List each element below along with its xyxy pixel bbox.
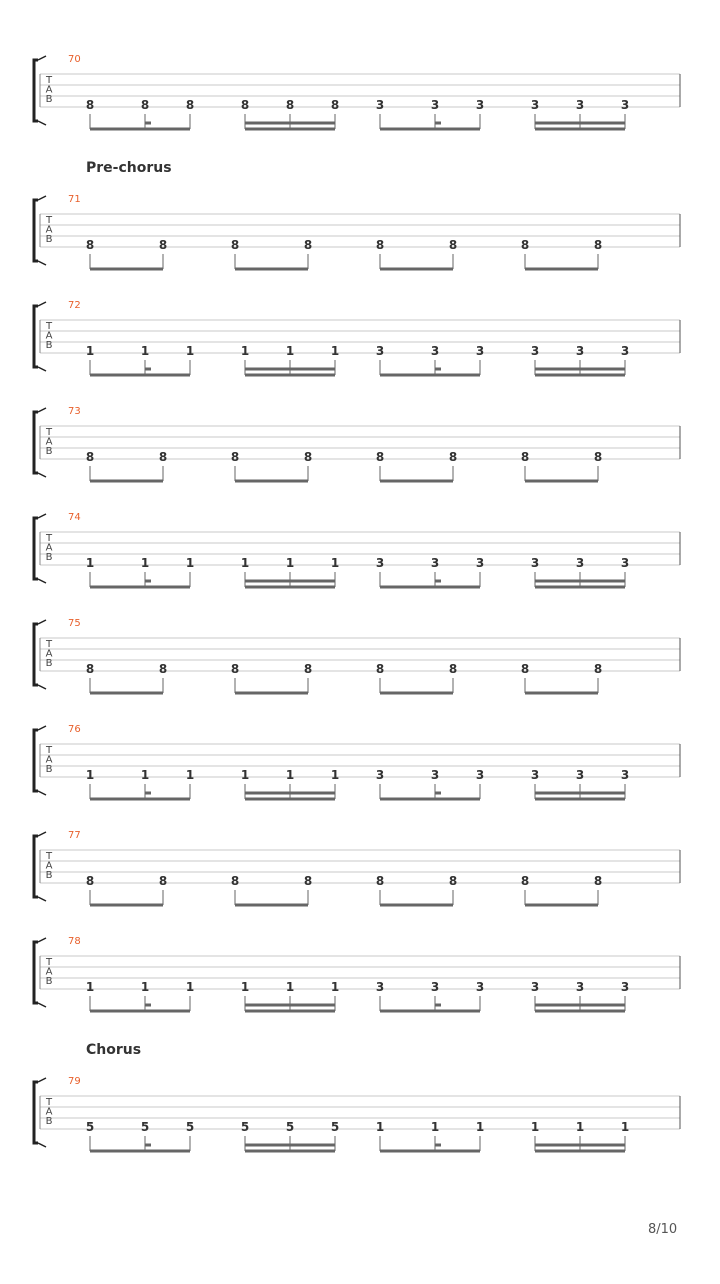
fret-number: 3 — [620, 980, 630, 994]
fret-number: 3 — [620, 768, 630, 782]
fret-number: 3 — [375, 98, 385, 112]
bracket-hook-bottom — [38, 367, 46, 371]
fret-number: 1 — [430, 1120, 440, 1134]
measure-number: 78 — [68, 936, 81, 947]
bracket-hook-top — [38, 620, 46, 624]
measure-number: 76 — [68, 724, 81, 735]
fret-number: 8 — [375, 450, 385, 464]
fret-number: 8 — [85, 662, 95, 676]
fret-number: 3 — [375, 980, 385, 994]
fret-number: 8 — [158, 450, 168, 464]
fret-number: 8 — [85, 238, 95, 252]
section-label: Pre-chorus — [86, 160, 172, 176]
bracket-hook-bottom — [38, 1143, 46, 1147]
fret-number: 8 — [140, 98, 150, 112]
measure-number: 75 — [68, 618, 81, 629]
fret-number: 3 — [530, 980, 540, 994]
tab-clef-letter: T — [45, 321, 53, 332]
system-bracket — [34, 730, 38, 791]
fret-number: 3 — [375, 768, 385, 782]
system-bracket — [34, 60, 38, 121]
fret-number: 8 — [230, 874, 240, 888]
fret-number: 8 — [303, 874, 313, 888]
measure-number: 74 — [68, 512, 81, 523]
fret-number: 1 — [140, 344, 150, 358]
system-bracket — [34, 624, 38, 685]
fret-number: 3 — [620, 556, 630, 570]
tab-clef-letter: T — [45, 851, 53, 862]
fret-number: 8 — [330, 98, 340, 112]
fret-number: 3 — [475, 980, 485, 994]
fret-number: 3 — [530, 98, 540, 112]
fret-number: 8 — [85, 874, 95, 888]
measure-number: 70 — [68, 54, 81, 65]
bracket-hook-top — [38, 196, 46, 200]
bracket-hook-bottom — [38, 579, 46, 583]
fret-number: 1 — [240, 980, 250, 994]
tab-clef-letter: T — [45, 957, 53, 968]
tab-clef-letter: B — [45, 234, 53, 245]
fret-number: 3 — [575, 98, 585, 112]
fret-number: 1 — [620, 1120, 630, 1134]
fret-number: 1 — [185, 556, 195, 570]
fret-number: 8 — [448, 238, 458, 252]
fret-number: 8 — [158, 238, 168, 252]
system-bracket — [34, 942, 38, 1003]
fret-number: 3 — [475, 768, 485, 782]
tab-clef-letter: T — [45, 75, 53, 86]
tab-clef-letter: B — [45, 1116, 53, 1127]
fret-number: 8 — [230, 662, 240, 676]
fret-number: 8 — [375, 874, 385, 888]
tab-clef-letter: A — [45, 542, 53, 554]
fret-number: 3 — [430, 556, 440, 570]
tab-clef-letter: T — [45, 215, 53, 226]
fret-number: 8 — [158, 662, 168, 676]
fret-number: 3 — [575, 556, 585, 570]
fret-number: 1 — [240, 344, 250, 358]
fret-number: 3 — [530, 556, 540, 570]
tab-clef-letter: A — [45, 648, 53, 660]
fret-number: 1 — [240, 768, 250, 782]
bracket-hook-top — [38, 302, 46, 306]
fret-number: 1 — [140, 556, 150, 570]
fret-number: 8 — [448, 662, 458, 676]
fret-number: 1 — [330, 556, 340, 570]
tab-clef-letter: B — [45, 658, 53, 669]
fret-number: 5 — [330, 1120, 340, 1134]
fret-number: 8 — [593, 662, 603, 676]
tab-clef-letter: T — [45, 639, 53, 650]
bracket-hook-bottom — [38, 473, 46, 477]
fret-number: 5 — [85, 1120, 95, 1134]
fret-number: 8 — [240, 98, 250, 112]
fret-number: 1 — [330, 768, 340, 782]
fret-number: 8 — [303, 450, 313, 464]
fret-number: 5 — [285, 1120, 295, 1134]
tab-clef-letter: A — [45, 1106, 53, 1118]
system-bracket — [34, 200, 38, 261]
fret-number: 8 — [85, 450, 95, 464]
fret-number: 1 — [85, 768, 95, 782]
fret-number: 8 — [448, 450, 458, 464]
bracket-hook-top — [38, 726, 46, 730]
fret-number: 3 — [475, 556, 485, 570]
fret-number: 1 — [240, 556, 250, 570]
fret-number: 3 — [475, 344, 485, 358]
fret-number: 3 — [375, 344, 385, 358]
fret-number: 8 — [375, 238, 385, 252]
tab-clef-letter: B — [45, 552, 53, 563]
fret-number: 8 — [158, 874, 168, 888]
fret-number: 8 — [185, 98, 195, 112]
fret-number: 1 — [140, 768, 150, 782]
system-bracket — [34, 518, 38, 579]
fret-number: 8 — [448, 874, 458, 888]
fret-number: 8 — [520, 662, 530, 676]
tab-clef-letter: B — [45, 340, 53, 351]
fret-number: 1 — [375, 1120, 385, 1134]
measure-number: 79 — [68, 1076, 81, 1087]
bracket-hook-bottom — [38, 897, 46, 901]
bracket-hook-bottom — [38, 791, 46, 795]
fret-number: 1 — [85, 556, 95, 570]
system-bracket — [34, 306, 38, 367]
fret-number: 1 — [285, 344, 295, 358]
fret-number: 1 — [330, 344, 340, 358]
system-bracket — [34, 412, 38, 473]
tab-clef-letter: B — [45, 94, 53, 105]
fret-number: 8 — [593, 238, 603, 252]
bracket-hook-bottom — [38, 1003, 46, 1007]
tab-clef-letter: T — [45, 745, 53, 756]
tab-clef-letter: A — [45, 966, 53, 978]
fret-number: 3 — [430, 344, 440, 358]
fret-number: 1 — [530, 1120, 540, 1134]
fret-number: 3 — [430, 768, 440, 782]
tab-clef-letter: B — [45, 870, 53, 881]
bracket-hook-bottom — [38, 685, 46, 689]
fret-number: 1 — [185, 768, 195, 782]
fret-number: 8 — [593, 874, 603, 888]
tab-clef-letter: A — [45, 860, 53, 872]
fret-number: 8 — [230, 450, 240, 464]
tab-clef-letter: A — [45, 84, 53, 96]
bracket-hook-top — [38, 1078, 46, 1082]
tab-clef-letter: B — [45, 764, 53, 775]
bracket-hook-top — [38, 408, 46, 412]
fret-number: 5 — [185, 1120, 195, 1134]
fret-number: 1 — [285, 980, 295, 994]
fret-number: 3 — [475, 98, 485, 112]
fret-number: 3 — [375, 556, 385, 570]
fret-number: 3 — [530, 768, 540, 782]
fret-number: 3 — [575, 980, 585, 994]
fret-number: 3 — [430, 98, 440, 112]
fret-number: 3 — [620, 344, 630, 358]
bracket-hook-top — [38, 832, 46, 836]
fret-number: 8 — [303, 662, 313, 676]
tab-clef-letter: A — [45, 224, 53, 236]
fret-number: 8 — [375, 662, 385, 676]
tab-clef-letter: A — [45, 754, 53, 766]
bracket-hook-top — [38, 938, 46, 942]
fret-number: 1 — [575, 1120, 585, 1134]
tab-clef-letter: A — [45, 330, 53, 342]
measure-number: 77 — [68, 830, 81, 841]
tab-clef-letter: T — [45, 533, 53, 544]
fret-number: 8 — [520, 874, 530, 888]
measure-number: 71 — [68, 194, 81, 205]
fret-number: 8 — [230, 238, 240, 252]
fret-number: 8 — [520, 238, 530, 252]
fret-number: 3 — [575, 768, 585, 782]
fret-number: 1 — [285, 768, 295, 782]
tab-clef-letter: A — [45, 436, 53, 448]
fret-number: 1 — [85, 344, 95, 358]
fret-number: 3 — [575, 344, 585, 358]
fret-number: 1 — [285, 556, 295, 570]
fret-number: 3 — [430, 980, 440, 994]
fret-number: 1 — [85, 980, 95, 994]
fret-number: 8 — [285, 98, 295, 112]
bracket-hook-top — [38, 514, 46, 518]
measure-number: 73 — [68, 406, 81, 417]
fret-number: 8 — [303, 238, 313, 252]
fret-number: 8 — [593, 450, 603, 464]
bracket-hook-bottom — [38, 121, 46, 125]
fret-number: 5 — [240, 1120, 250, 1134]
fret-number: 1 — [140, 980, 150, 994]
fret-number: 3 — [620, 98, 630, 112]
fret-number: 3 — [530, 344, 540, 358]
fret-number: 1 — [185, 980, 195, 994]
tab-clef-letter: T — [45, 1097, 53, 1108]
bracket-hook-top — [38, 56, 46, 60]
tab-clef-letter: B — [45, 446, 53, 457]
system-bracket — [34, 1082, 38, 1143]
page-number: 8/10 — [648, 1222, 678, 1237]
tab-clef-letter: T — [45, 427, 53, 438]
tab-clef-letter: B — [45, 976, 53, 987]
fret-number: 1 — [185, 344, 195, 358]
section-label: Chorus — [86, 1042, 142, 1058]
fret-number: 5 — [140, 1120, 150, 1134]
fret-number: 8 — [85, 98, 95, 112]
measure-number: 72 — [68, 300, 81, 311]
fret-number: 1 — [330, 980, 340, 994]
fret-number: 8 — [520, 450, 530, 464]
system-bracket — [34, 836, 38, 897]
bracket-hook-bottom — [38, 261, 46, 265]
fret-number: 1 — [475, 1120, 485, 1134]
